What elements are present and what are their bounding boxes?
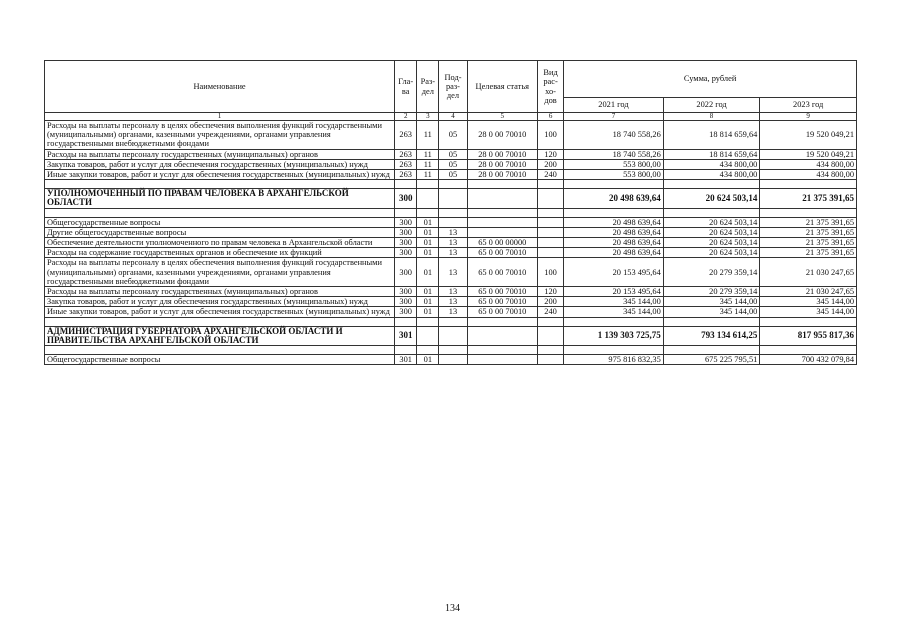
row-target [467,227,537,237]
row-value-2023: 345 144,00 [760,307,857,317]
header-subsection: Под-раз-дел [439,61,467,113]
row-value-2021: 20 498 639,64 [564,189,664,208]
row-chapter: 300 [395,258,417,287]
row-expense-type: 200 [537,159,563,169]
row-subsection: 05 [439,149,467,159]
row-value-2021: 975 816 832,35 [564,355,664,365]
row-value-2021: 20 498 639,64 [564,217,664,227]
row-target: 28 0 00 70010 [467,149,537,159]
row-subsection: 13 [439,227,467,237]
row-subsection: 05 [439,121,467,150]
row-chapter: 263 [395,170,417,180]
row-target: 65 0 00 70010 [467,297,537,307]
table-row [45,326,857,345]
header-expense-type: Вид рас-хо-дов [537,61,563,113]
column-number: 6 [537,113,563,121]
row-value-2023: 21 375 391,65 [760,238,857,248]
row-name: АДМИНИСТРАЦИЯ ГУБЕРНАТОРА АРХАНГЕЛЬСКОЙ ОБЛАСТИ И ПРАВИТЕЛЬСТВА АРХАНГЕЛЬСКОЙ ОБЛАСТИ [45,326,395,345]
header-name: Наименование [45,61,395,113]
row-section: 11 [417,170,439,180]
row-name: Общегосударственные вопросы [45,355,395,365]
row-value-2021: 553 800,00 [564,170,664,180]
row-value-2022: 20 624 503,14 [663,217,760,227]
row-name: Иные закупки товаров, работ и услуг для обеспечения государственных (муниципальных) нужд [45,170,395,180]
row-target [467,217,537,227]
row-value-2022: 345 144,00 [663,307,760,317]
row-section: 01 [417,248,439,258]
row-target: 65 0 00 70010 [467,287,537,297]
row-target: 65 0 00 70010 [467,307,537,317]
row-value-2022: 20 279 359,14 [663,258,760,287]
row-value-2022: 20 624 503,14 [663,238,760,248]
row-target: 28 0 00 70010 [467,170,537,180]
row-target [467,355,537,365]
row-expense-type: 120 [537,149,563,159]
row-chapter: 300 [395,227,417,237]
row-subsection: 13 [439,248,467,258]
row-section [417,189,439,208]
page-number: 134 [445,603,460,614]
row-name: Другие общегосударственные вопросы [45,227,395,237]
row-value-2022: 20 624 503,14 [663,248,760,258]
row-target [467,326,537,345]
header-target: Целевая статья [467,61,537,113]
table-row [45,217,857,227]
row-value-2023: 21 030 247,65 [760,287,857,297]
column-number: 2 [395,113,417,121]
row-value-2023: 19 520 049,21 [760,149,857,159]
row-name: Расходы на выплаты персоналу в целях обеспечения выполнения функций государственными (муниципальными) органами, казенными учреждениями, органами управления государственными внебюджетными фондами [45,121,395,150]
row-value-2023: 21 375 391,65 [760,227,857,237]
row-expense-type: 120 [537,287,563,297]
row-section [417,326,439,345]
row-name: УПОЛНОМОЧЕННЫЙ ПО ПРАВАМ ЧЕЛОВЕКА В АРХАНГЕЛЬСКОЙ ОБЛАСТИ [45,189,395,208]
table-row [45,121,857,150]
row-chapter: 300 [395,189,417,208]
column-number: 1 [45,113,395,121]
row-value-2021: 20 498 639,64 [564,238,664,248]
row-value-2023: 21 030 247,65 [760,258,857,287]
row-chapter: 301 [395,355,417,365]
row-name: Расходы на выплаты персоналу в целях обеспечения выполнения функций государственными (муниципальными) органами, казенными учреждениями, органами управления государственными внебюджетными фондами [45,258,395,287]
column-number: 4 [439,113,467,121]
table-row [45,248,857,258]
row-value-2022: 20 624 503,14 [663,227,760,237]
row-value-2022: 434 800,00 [663,159,760,169]
header-year-2021: 2021 год [564,98,664,113]
table-row [45,149,857,159]
row-section: 01 [417,297,439,307]
row-value-2021: 345 144,00 [564,297,664,307]
row-section: 11 [417,121,439,150]
row-expense-type [537,217,563,227]
spacer-row [45,317,857,326]
table-row [45,297,857,307]
table-row [45,287,857,297]
column-number: 5 [467,113,537,121]
row-section: 01 [417,217,439,227]
row-value-2022: 434 800,00 [663,170,760,180]
row-chapter: 300 [395,248,417,258]
column-number: 8 [663,113,760,121]
row-chapter: 263 [395,121,417,150]
row-value-2023: 700 432 079,84 [760,355,857,365]
table-row [45,159,857,169]
row-value-2023: 21 375 391,65 [760,248,857,258]
row-value-2023: 434 800,00 [760,159,857,169]
header-chapter: Гла-ва [395,61,417,113]
row-subsection [439,326,467,345]
row-value-2021: 20 153 495,64 [564,287,664,297]
row-section: 01 [417,287,439,297]
table-row [45,307,857,317]
row-expense-type: 240 [537,170,563,180]
row-chapter: 300 [395,217,417,227]
row-value-2021: 20 498 639,64 [564,248,664,258]
row-value-2023: 434 800,00 [760,170,857,180]
row-chapter: 263 [395,159,417,169]
row-expense-type [537,355,563,365]
row-subsection [439,189,467,208]
column-number: 3 [417,113,439,121]
row-chapter: 263 [395,149,417,159]
row-value-2022: 675 225 795,51 [663,355,760,365]
column-number: 7 [564,113,664,121]
row-target: 65 0 00 70010 [467,248,537,258]
table-row [45,355,857,365]
row-subsection: 13 [439,287,467,297]
row-target: 65 0 00 00000 [467,238,537,248]
row-section: 01 [417,258,439,287]
header-year-2023: 2023 год [760,98,857,113]
row-section: 11 [417,149,439,159]
table-row [45,238,857,248]
row-name: Расходы на выплаты персоналу государственных (муниципальных) органов [45,287,395,297]
header-sum: Сумма, рублей [564,61,857,98]
table-row [45,258,857,287]
row-subsection [439,217,467,227]
row-value-2023: 21 375 391,65 [760,189,857,208]
row-value-2021: 345 144,00 [564,307,664,317]
row-value-2022: 20 279 359,14 [663,287,760,297]
row-target [467,189,537,208]
row-expense-type [537,227,563,237]
row-section: 01 [417,227,439,237]
row-value-2021: 20 153 495,64 [564,258,664,287]
row-chapter: 300 [395,307,417,317]
row-name: Закупка товаров, работ и услуг для обеспечения государственных (муниципальных) нужд [45,297,395,307]
row-target: 28 0 00 70010 [467,121,537,150]
row-section: 01 [417,238,439,248]
row-name: Обеспечение деятельности уполномоченного по правам человека в Архангельской области [45,238,395,248]
row-value-2022: 18 814 659,64 [663,149,760,159]
row-subsection: 13 [439,238,467,248]
row-chapter: 301 [395,326,417,345]
row-target: 65 0 00 70010 [467,258,537,287]
table-row [45,170,857,180]
row-value-2022: 18 814 659,64 [663,121,760,150]
table-row [45,227,857,237]
row-expense-type: 100 [537,258,563,287]
row-section: 11 [417,159,439,169]
row-value-2022: 345 144,00 [663,297,760,307]
row-name: Расходы на выплаты персоналу государственных (муниципальных) органов [45,149,395,159]
spacer-row [45,208,857,217]
row-value-2021: 1 139 303 725,75 [564,326,664,345]
row-expense-type [537,248,563,258]
row-value-2021: 20 498 639,64 [564,227,664,237]
row-value-2023: 817 955 817,36 [760,326,857,345]
row-chapter: 300 [395,297,417,307]
row-name: Закупка товаров, работ и услуг для обеспечения государственных (муниципальных) нужд [45,159,395,169]
spacer-row [45,346,857,355]
row-value-2023: 19 520 049,21 [760,121,857,150]
row-section: 01 [417,307,439,317]
row-section: 01 [417,355,439,365]
row-chapter: 300 [395,287,417,297]
row-subsection [439,355,467,365]
row-expense-type: 200 [537,297,563,307]
row-name: Общегосударственные вопросы [45,217,395,227]
row-expense-type [537,326,563,345]
row-value-2021: 18 740 558,26 [564,149,664,159]
row-value-2023: 21 375 391,65 [760,217,857,227]
row-value-2021: 18 740 558,26 [564,121,664,150]
header-section: Раз-дел [417,61,439,113]
budget-table [44,60,857,365]
row-subsection: 05 [439,159,467,169]
row-subsection: 05 [439,170,467,180]
row-chapter: 300 [395,238,417,248]
row-name: Расходы на содержание государственных органов и обеспечение их функций [45,248,395,258]
row-target: 28 0 00 70010 [467,159,537,169]
row-expense-type: 100 [537,121,563,150]
row-value-2023: 345 144,00 [760,297,857,307]
row-subsection: 13 [439,297,467,307]
row-value-2021: 553 800,00 [564,159,664,169]
row-subsection: 13 [439,258,467,287]
row-value-2022: 793 134 614,25 [663,326,760,345]
row-expense-type [537,238,563,248]
row-subsection: 13 [439,307,467,317]
table-row [45,189,857,208]
column-number-row [45,113,857,121]
row-name: Иные закупки товаров, работ и услуг для обеспечения государственных (муниципальных) нужд [45,307,395,317]
row-expense-type: 240 [537,307,563,317]
row-expense-type [537,189,563,208]
column-number: 9 [760,113,857,121]
row-value-2022: 20 624 503,14 [663,189,760,208]
header-year-2022: 2022 год [663,98,760,113]
